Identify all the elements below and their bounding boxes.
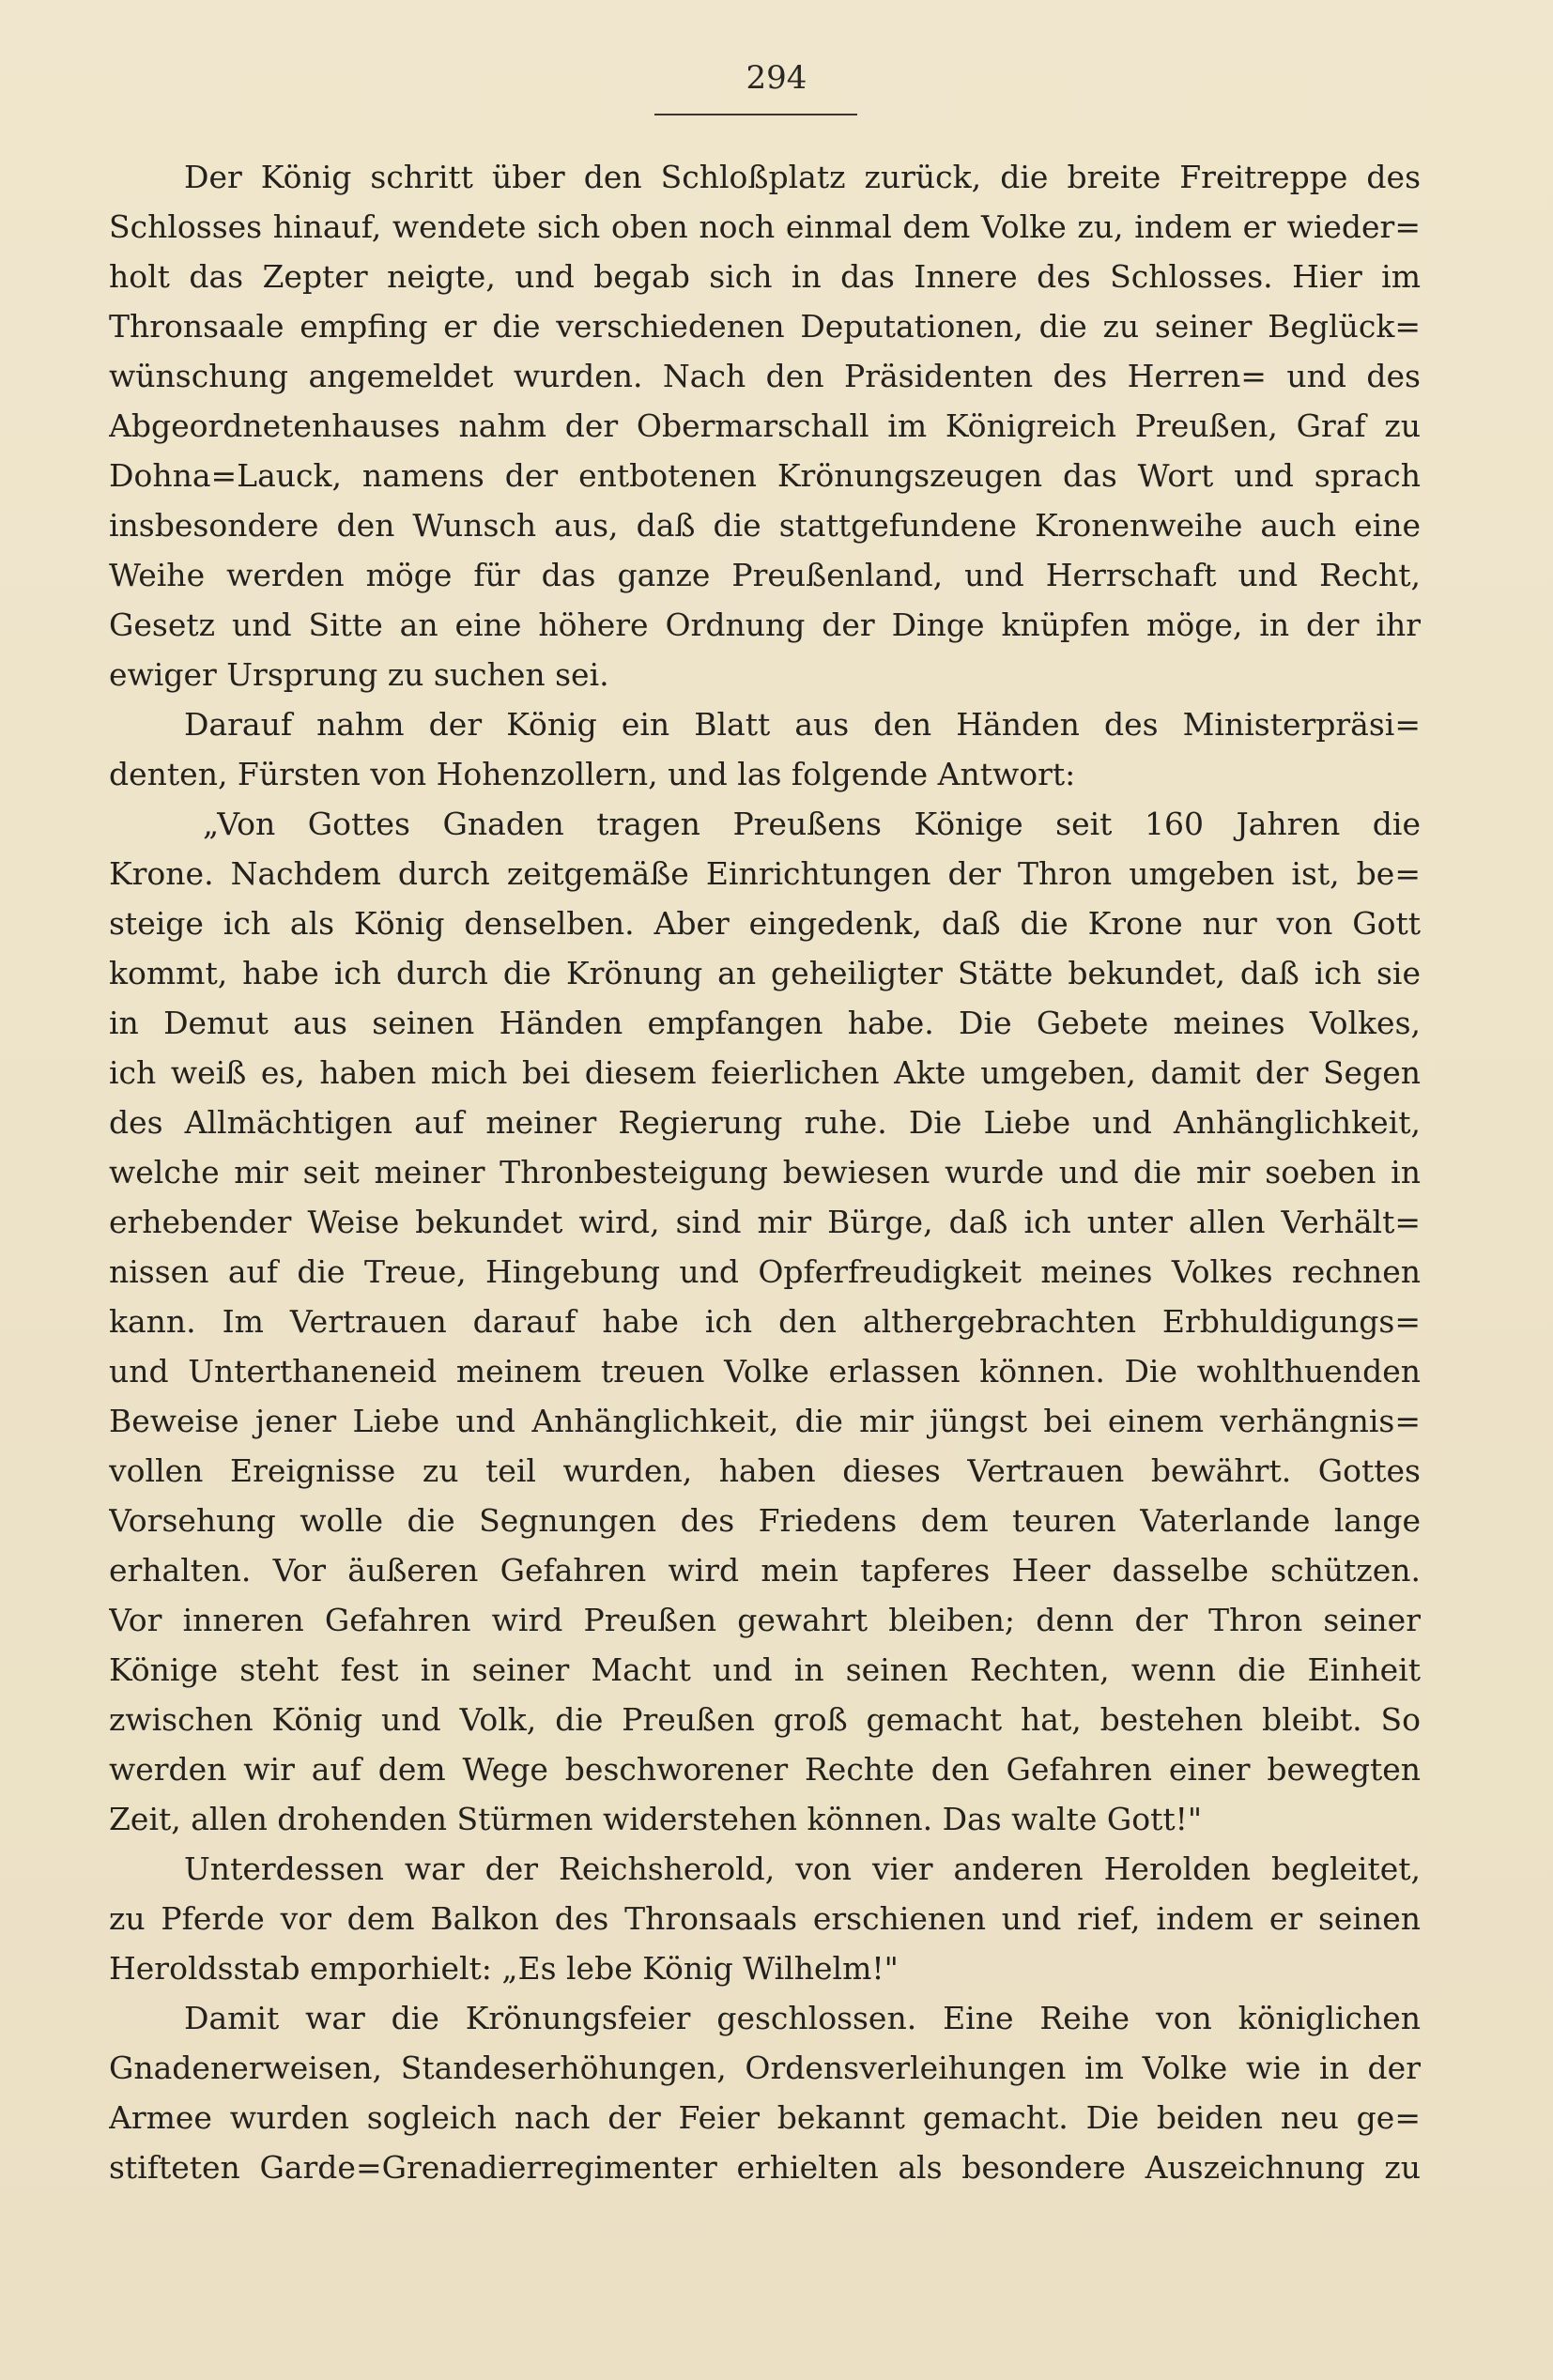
text-line: steige ich als König denselben. Aber eingedenk, daß die Krone nur von Gott	[109, 905, 1421, 942]
text-line: Beweise jener Liebe und Anhänglichkeit, die mir jüngst bei einem verhängnis=	[109, 1403, 1421, 1439]
text-line: stifteten Garde=Grenadierregimenter erhielten als besondere Auszeichnung zu	[109, 2149, 1421, 2186]
page-number: 294	[746, 59, 807, 97]
text-line: Weihe werden möge für das ganze Preußenland, und Herrschaft und Recht,	[109, 557, 1421, 593]
text-line: und Unterthaneneid meinem treuen Volke erlassen können. Die wohlthuenden	[109, 1353, 1421, 1390]
text-line: Schlosses hinauf, wendete sich oben noch einmal dem Volke zu, indem er wieder=	[109, 208, 1421, 245]
paragraph-2	[109, 699, 1421, 799]
text-line: Vorsehung wolle die Segnungen des Friedens dem teuren Vaterlande lange	[109, 1502, 1421, 1539]
text-line: Heroldsstab emporhielt: „Es lebe König Wilhelm!"	[109, 1950, 899, 1987]
text-line: holt das Zepter neigte, und begab sich in das Innere des Schlosses. Hier im	[109, 258, 1421, 295]
text-line: Gesetz und Sitte an eine höhere Ordnung der Dinge knüpfen möge, in der ihr	[109, 607, 1421, 643]
body-text	[109, 152, 1421, 2192]
text-line: wünschung angemeldet wurden. Nach den Präsidenten des Herren= und des	[109, 358, 1421, 394]
paragraph-4	[109, 1844, 1421, 1993]
paragraph-3-quote	[109, 799, 1421, 1844]
text-line: Abgeordnetenhauses nahm der Obermarschall im Königreich Preußen, Graf zu	[109, 407, 1421, 444]
text-line: Zeit, allen drohenden Stürmen widerstehen können. Das walte Gott!"	[109, 1801, 1203, 1837]
text-line: werden wir auf dem Wege beschworener Rechte den Gefahren einer bewegten	[109, 1751, 1421, 1788]
text-line: welche mir seit meiner Thronbesteigung bewiesen wurde und die mir soeben in	[109, 1154, 1421, 1190]
text-line: zu Pferde vor dem Balkon des Thronsaals erschienen und rief, indem er seinen	[109, 1900, 1421, 1937]
text-line: Damit war die Krönungsfeier geschlossen. Eine Reihe von königlichen	[184, 2000, 1421, 2036]
text-line: vollen Ereignisse zu teil wurden, haben dieses Vertrauen bewährt. Gottes	[109, 1452, 1421, 1489]
text-line: „Von Gottes Gnaden tragen Preußens Könige seit 160 Jahren die	[203, 806, 1421, 842]
text-line: erhalten. Vor äußeren Gefahren wird mein tapferes Heer dasselbe schützen.	[109, 1552, 1421, 1589]
text-line: Unterdessen war der Reichsherold, von vier anderen Herolden begleitet,	[184, 1850, 1421, 1887]
text-line: ewiger Ursprung zu suchen sei.	[109, 656, 609, 693]
text-line: des Allmächtigen auf meiner Regierung ruhe. Die Liebe und Anhänglichkeit,	[109, 1104, 1421, 1141]
text-line: erhebender Weise bekundet wird, sind mir Bürge, daß ich unter allen Verhält=	[109, 1204, 1421, 1240]
text-line: insbesondere den Wunsch aus, daß die stattgefundene Kronenweihe auch eine	[109, 507, 1421, 544]
text-line: Darauf nahm der König ein Blatt aus den Händen des Ministerpräsi=	[184, 706, 1421, 743]
text-line: denten, Fürsten von Hohenzollern, und las folgende Antwort:	[109, 756, 1076, 792]
text-line: Dohna=Lauck, namens der entbotenen Krönungszeugen das Wort und sprach	[109, 457, 1421, 494]
text-line: Gnadenerweisen, Standeserhöhungen, Ordensverleihungen im Volke wie in der	[109, 2050, 1421, 2086]
text-line: ich weiß es, haben mich bei diesem feierlichen Akte umgeben, damit der Segen	[109, 1054, 1421, 1091]
paragraph-1	[109, 152, 1421, 699]
text-line: Thronsaale empfing er die verschiedenen Deputationen, die zu seiner Beglück=	[109, 308, 1421, 345]
text-line: zwischen König und Volk, die Preußen groß gemacht hat, bestehen bleibt. So	[109, 1701, 1421, 1738]
paragraph-5	[109, 1993, 1421, 2192]
text-line: kommt, habe ich durch die Krönung an geheiligter Stätte bekundet, daß ich sie	[109, 955, 1421, 991]
text-line: nissen auf die Treue, Hingebung und Opferfreudigkeit meines Volkes rechnen	[109, 1253, 1421, 1290]
text-line: Krone. Nachdem durch zeitgemäße Einrichtungen der Thron umgeben ist, be=	[109, 855, 1421, 892]
text-line: Könige steht fest in seiner Macht und in seinen Rechten, wenn die Einheit	[109, 1651, 1421, 1688]
text-line: Armee wurden sogleich nach der Feier bekannt gemacht. Die beiden neu ge=	[109, 2099, 1421, 2136]
text-line: in Demut aus seinen Händen empfangen habe. Die Gebete meines Volkes,	[109, 1005, 1421, 1041]
header-rule	[654, 114, 857, 115]
text-line: Vor inneren Gefahren wird Preußen gewahrt bleiben; denn der Thron seiner	[109, 1602, 1421, 1638]
text-line: kann. Im Vertrauen darauf habe ich den althergebrachten Erbhuldigungs=	[109, 1303, 1421, 1340]
text-line: Der König schritt über den Schloßplatz zurück, die breite Freitreppe des	[184, 159, 1421, 195]
